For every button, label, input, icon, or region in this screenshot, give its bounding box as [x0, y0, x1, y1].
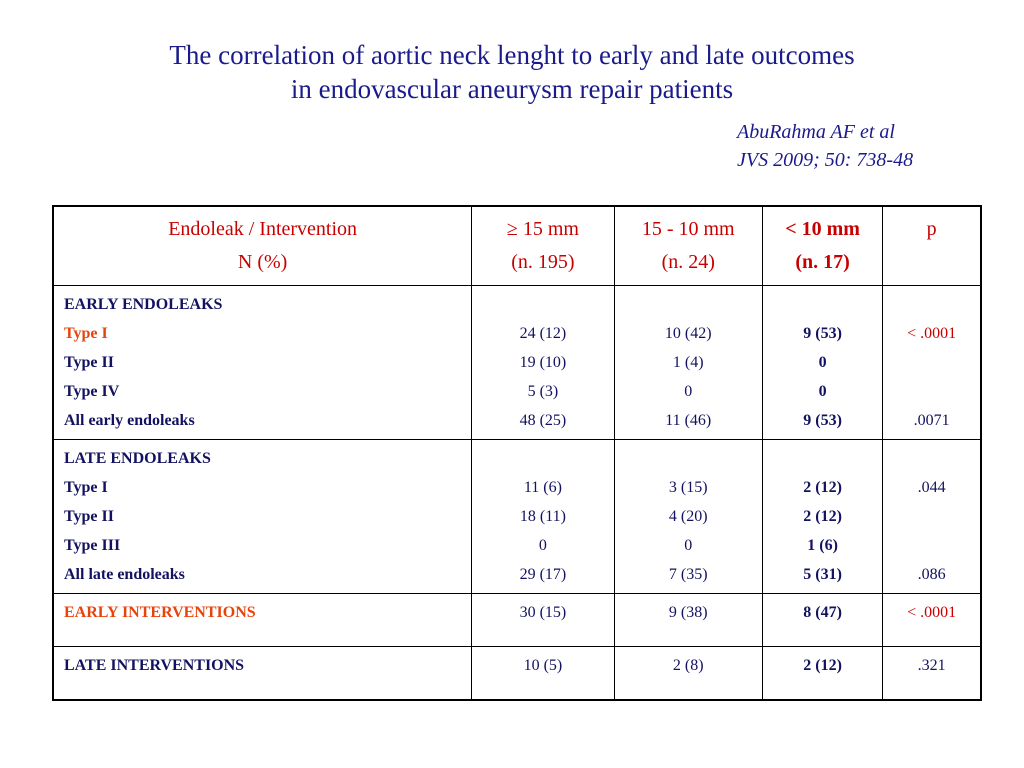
- table-cell: 2 (12): [762, 647, 882, 701]
- header-15-10mm: [614, 206, 762, 286]
- late-type-i-label: Type I: [64, 479, 108, 496]
- header-p-value: [883, 206, 981, 286]
- late-lt10-values: [762, 440, 882, 594]
- early-ge15-values: [472, 286, 614, 440]
- late-endoleaks-heading: LATE ENDOLEAKS: [64, 450, 211, 467]
- table-cell: 1 (6): [807, 537, 838, 554]
- table-row-late-endoleaks: [53, 440, 981, 594]
- table-cell: 1 (4): [672, 354, 704, 371]
- early-interventions-label: EARLY INTERVENTIONS: [53, 594, 472, 647]
- table-cell: 0: [684, 383, 693, 400]
- early-endoleaks-heading: EARLY ENDOLEAKS: [64, 296, 223, 313]
- table-cell: .321: [883, 647, 981, 701]
- table-cell: < .0001: [907, 325, 957, 342]
- late-type-ii-label: Type II: [64, 508, 114, 525]
- header-col4-line1: < 10 mm: [785, 218, 860, 240]
- table-cell: 4 (20): [668, 508, 708, 525]
- table-row-late-interventions: [53, 647, 981, 701]
- late-mid-values: [614, 440, 762, 594]
- header-ge15mm: [472, 206, 614, 286]
- late-p-values: [883, 440, 981, 594]
- table-cell: .086: [917, 566, 946, 583]
- table-cell: 5 (31): [803, 566, 842, 583]
- late-interventions-label: LATE INTERVENTIONS: [53, 647, 472, 701]
- table-cell: .0071: [913, 412, 950, 429]
- table-row-early-interventions: [53, 594, 981, 647]
- early-type-i-label: Type I: [64, 325, 108, 342]
- table-cell: [883, 377, 980, 406]
- table-cell: 0: [818, 383, 827, 400]
- header-col3-line2: (n. 24): [661, 251, 715, 273]
- early-type-iv-label: Type IV: [64, 383, 120, 400]
- outcomes-table: [52, 205, 982, 701]
- table-cell: 0: [818, 354, 827, 371]
- header-col1-line2: N (%): [237, 251, 288, 273]
- early-all-label: All early endoleaks: [64, 412, 195, 429]
- table-cell: 10 (42): [664, 325, 712, 342]
- table-cell: 0: [538, 537, 547, 554]
- early-mid-values: [614, 286, 762, 440]
- table-cell: [883, 502, 980, 531]
- header-col3-line1: 15 ‑ 10 mm: [641, 218, 735, 240]
- early-type-ii-label: Type II: [64, 354, 114, 371]
- header-col2-line2: (n. 195): [511, 251, 575, 273]
- table-cell: .044: [917, 479, 946, 496]
- citation-journal: JVS 2009; 50: 738-48: [737, 149, 914, 171]
- title-line-1: The correlation of aortic neck lenght to early and late outcomes: [169, 40, 855, 70]
- early-lt10-values: [762, 286, 882, 440]
- table-cell: 24 (12): [519, 325, 567, 342]
- table-cell: 5 (3): [527, 383, 559, 400]
- table-cell: 48 (25): [519, 412, 567, 429]
- table-cell: 2 (12): [803, 479, 842, 496]
- early-endoleak-labels: [53, 286, 472, 440]
- table-cell: 9 (53): [803, 325, 842, 342]
- slide-title: [0, 38, 1024, 106]
- table-cell: 29 (17): [519, 566, 567, 583]
- late-endoleak-labels: [53, 440, 472, 594]
- late-all-label: All late endoleaks: [64, 566, 185, 583]
- table-cell: 8 (47): [762, 594, 882, 647]
- header-col5-line1: p: [926, 218, 937, 240]
- table-cell: 3 (15): [668, 479, 708, 496]
- header-lt10mm: [762, 206, 882, 286]
- table-cell: 18 (11): [519, 508, 566, 525]
- table-row-early-endoleaks: [53, 286, 981, 440]
- header-col2-line1: ≥ 15 mm: [506, 218, 579, 240]
- table-cell: 9 (53): [803, 412, 842, 429]
- table-cell: < .0001: [883, 594, 981, 647]
- table-cell: 2 (8): [614, 647, 762, 701]
- citation: [737, 118, 913, 174]
- early-p-values: [883, 286, 981, 440]
- header-col1-line1: Endoleak / Intervention: [168, 218, 358, 240]
- late-type-iii-label: Type III: [64, 537, 121, 554]
- header-endoleak-intervention: [53, 206, 472, 286]
- table-cell: 19 (10): [519, 354, 567, 371]
- table-cell: 9 (38): [614, 594, 762, 647]
- citation-authors: AbuRahma AF et al: [737, 121, 895, 143]
- table-cell: 10 (5): [472, 647, 614, 701]
- title-line-2: in endovascular aneurysm repair patients: [290, 74, 734, 104]
- table-cell: [883, 531, 980, 560]
- table-cell: 2 (12): [803, 508, 842, 525]
- table-cell: 0: [684, 537, 693, 554]
- table-cell: 11 (6): [523, 479, 562, 496]
- table-cell: 30 (15): [472, 594, 614, 647]
- header-col4-line2: (n. 17): [795, 251, 850, 273]
- table-header-row: [53, 206, 981, 286]
- table-cell: [883, 348, 980, 377]
- late-ge15-values: [472, 440, 614, 594]
- table-cell: 11 (46): [665, 412, 712, 429]
- table-cell: 7 (35): [668, 566, 708, 583]
